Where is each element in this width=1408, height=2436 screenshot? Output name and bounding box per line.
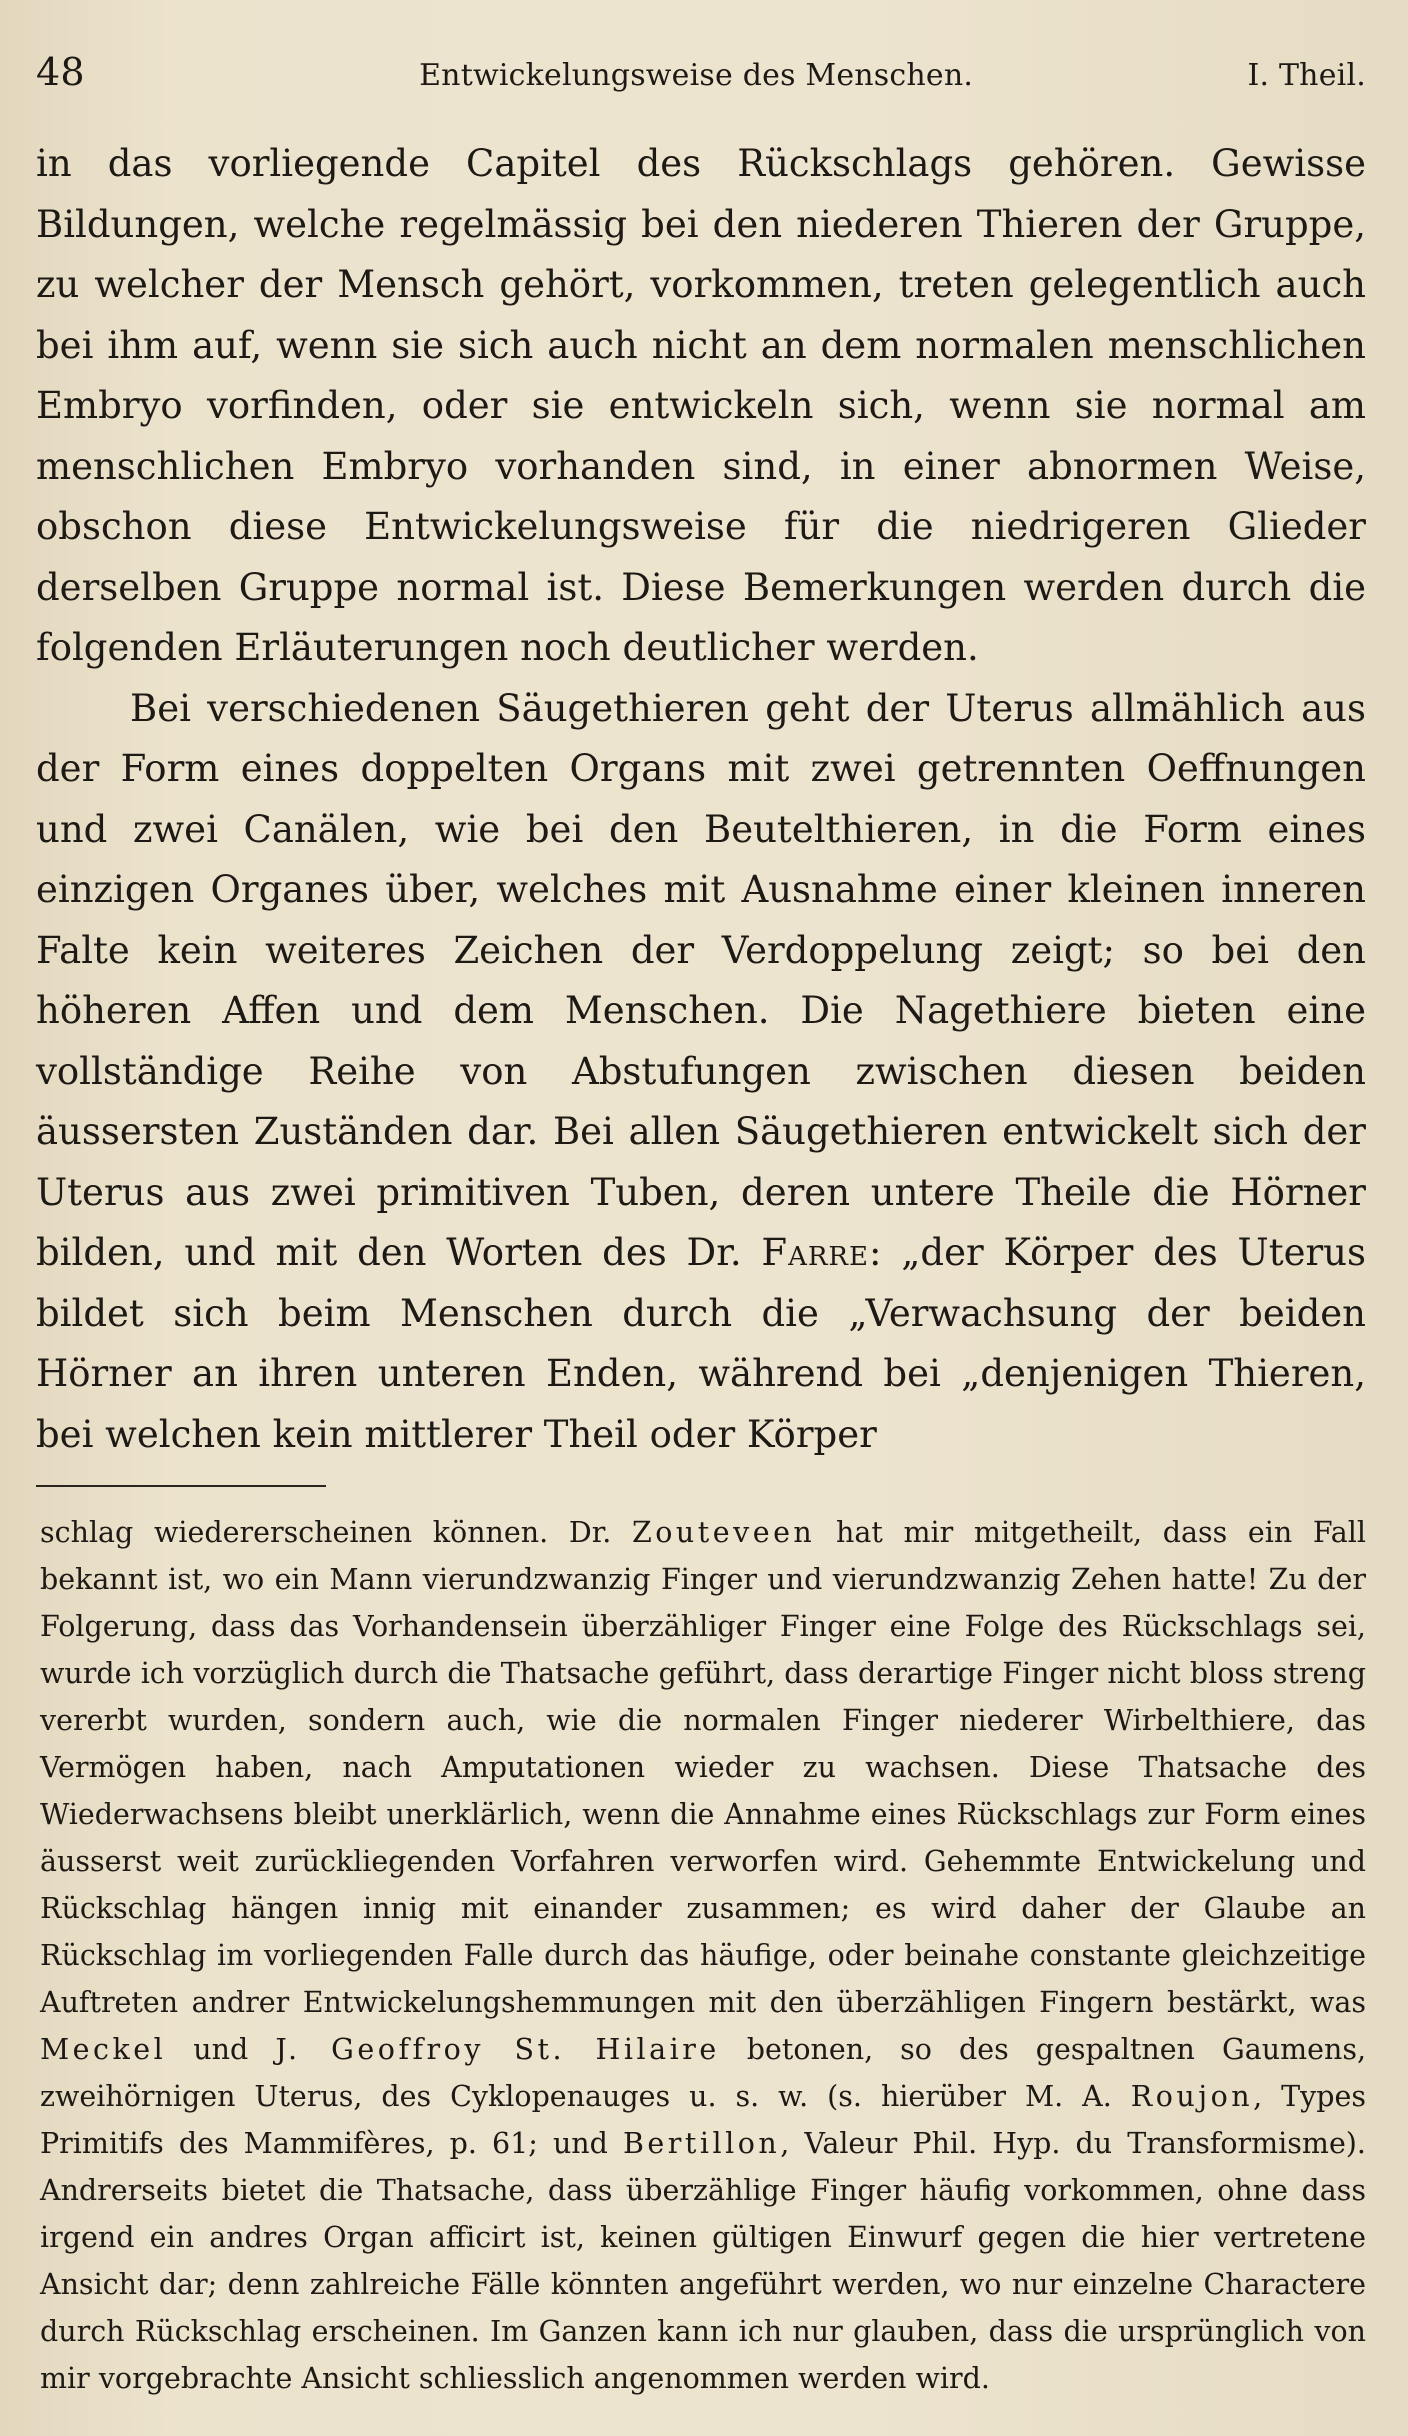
- footnote-name-meckel: Meckel: [40, 2033, 167, 2066]
- paragraph-2-text-a: Bei verschiedenen Säugethieren geht der Uterus allmählich aus der Form eines doppelten Organs mit zwei getrennten Oeffnungen und zwei Canälen, wie bei den Beutelthieren, in die Form eines einzigen Organes über, welches mit Ausnahme einer kleinen inneren Falte kein weiteres Zeichen der Verdoppelung zeigt; so bei den höheren Affen und dem Menschen. Die Nagethiere bieten eine vollständige Reihe von Abstufungen zwischen diesen beiden äussersten Zuständen dar. Bei allen Säugethieren entwickelt sich der Uterus aus zwei primitiven Tuben, deren untere Theile die Hörner bilden, und mit den Worten des Dr.: [36, 686, 1366, 1274]
- page-number: 48: [36, 50, 85, 94]
- footnote-name-bertillon: Bertillon: [622, 2127, 781, 2160]
- footnote-text-6: , Valeur Phil. Hyp. du Transformisme). Andrerseits bietet die Thatsache, dass überzählige Finger häufig vorkommen, ohne dass irgend ein andres Organ afficirt ist, keinen gültigen Einwurf gegen die hier vertretene Ansicht dar; denn zahlreiche Fälle könnten angeführt werden, wo nur einzelne Charactere durch Rückschlag erscheinen. Im Ganzen kann ich nur glauben, dass die ursprünglich von mir vorgebrachte Ansicht schliesslich angenommen werden wird.: [40, 2127, 1366, 2395]
- footnote-name-roujon: Roujon: [1130, 2080, 1254, 2113]
- part-label: I. Theil.: [1247, 58, 1366, 93]
- running-head: [36, 50, 1366, 110]
- footnote-name-geoffroy: J. Geoffroy St. Hilaire: [275, 2033, 720, 2066]
- footnote-text-4: betonen, so des gespaltnen Gaumens, zweihörnigen Uterus, des Cyklopenauges u. s. w. (s. hierüber M. A.: [40, 2033, 1367, 2113]
- paragraph-2: [36, 679, 1366, 1466]
- footnote-divider: [36, 1485, 326, 1487]
- footnote-text-3: und: [166, 2033, 276, 2066]
- main-text: [36, 134, 1366, 1465]
- footnote-text-2: hat mir mitgetheilt, dass ein Fall bekannt ist, wo ein Mann vierundzwanzig Finger und vierundzwanzig Zehen hatte! Zu der Folgerung, dass das Vorhandensein überzähliger Finger eine Folge des Rückschlags sei, wurde ich vorzüglich durch die Thatsache geführt, dass derartige Finger nicht bloss streng vererbt wurden, sondern auch, wie die normalen Finger niederer Wirbelthiere, das Vermögen haben, nach Amputationen wieder zu wachsen. Diese Thatsache des Wiederwachsens bleibt unerklärlich, wenn die Annahme eines Rückschlags zur Form eines äusserst weit zurückliegenden Vorfahren verworfen wird. Gehemmte Entwickelung und Rückschlag hängen innig mit einander zusammen; es wird daher der Glaube an Rückschlag im vorliegenden Falle durch das häufige, oder beinahe constante gleichzeitige Auftreten andrer Entwickelungshemmungen mit den überzähligen Fingern bestärkt, was: [40, 1516, 1366, 2019]
- footnote-text-5: , Types Primitifs des Mammifères, p. 61; und: [40, 2080, 1367, 2160]
- paragraph-2-text-b: : „der Körper des Uterus bildet sich beim Menschen durch die „Verwachsung der beiden Hörner an ihren unteren Enden, während bei „denjenigen Thieren, bei welchen kein mittlerer Theil oder Körper: [36, 1231, 1366, 1456]
- author-name-farre: Farre: [761, 1231, 869, 1274]
- footnote-name-zouteveen: Zouteveen: [631, 1516, 816, 1549]
- paragraph-1: in das vorliegende Capitel des Rückschlags gehören. Gewisse Bildungen, welche regelmässig bei den niederen Thieren der Gruppe, zu welcher der Mensch gehört, vorkommen, treten gelegentlich auch bei ihm auf, wenn sie sich auch nicht an dem normalen menschlichen Embryo vorfinden, oder sie entwickeln sich, wenn sie normal am menschlichen Embryo vorhanden sind, in einer abnormen Weise, obschon diese Entwickelungsweise für die niedrigeren Glieder derselben Gruppe normal ist. Diese Bemerkungen werden durch die folgenden Erläuterungen noch deutlicher werden.: [36, 142, 1366, 669]
- footnote: [36, 1509, 1366, 2402]
- footnote-paragraph: [40, 1509, 1366, 2402]
- footnote-text-1: schlag wiedererscheinen können. Dr.: [40, 1516, 632, 1549]
- running-title: Entwickelungsweise des Menschen.: [419, 58, 974, 93]
